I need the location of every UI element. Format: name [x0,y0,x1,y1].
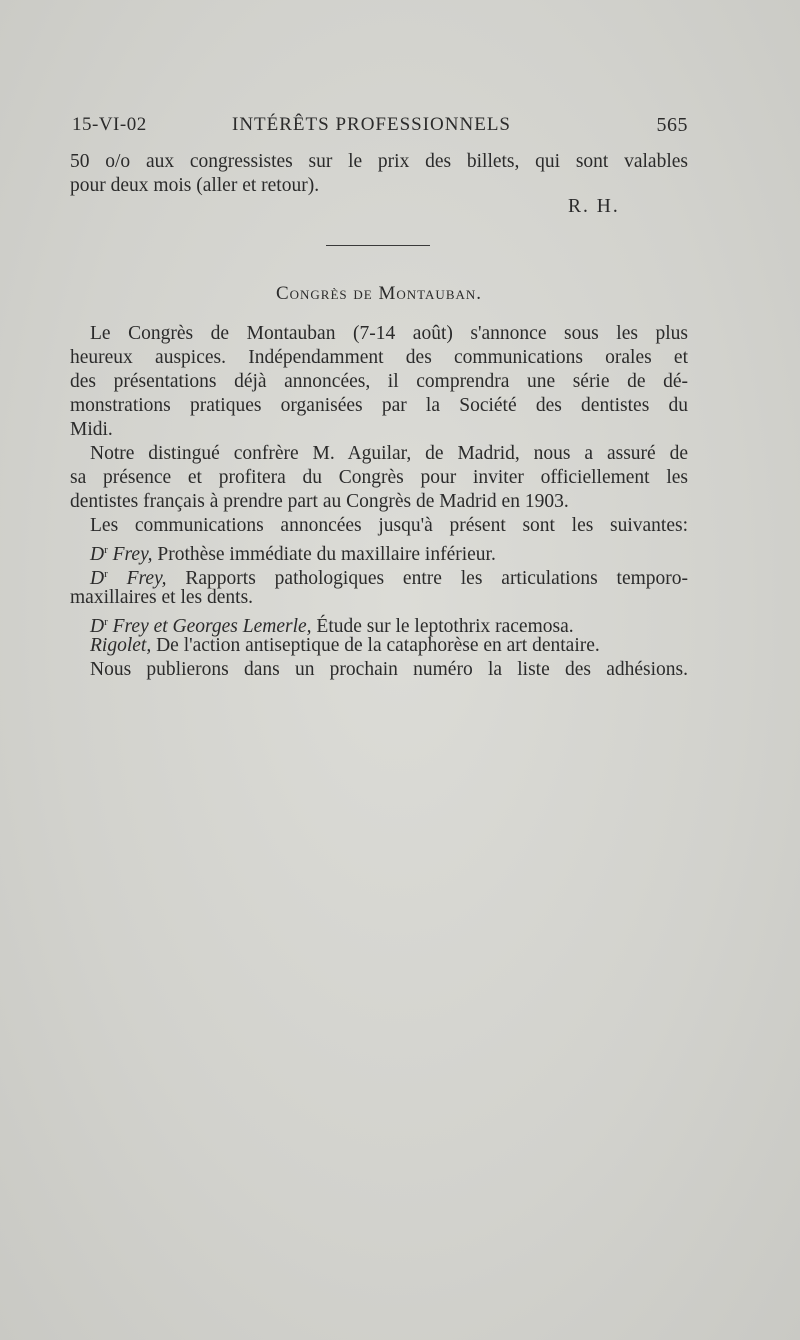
doctor-title-sup: r [104,616,108,628]
doctor-title-sup: r [104,544,108,556]
communication-title: Prothèse immédiate du maxillaire inférieur. [152,544,496,565]
communication-author: Frey, [112,544,153,565]
previous-article-line: pour deux mois (aller et retour). [70,175,320,196]
doctor-title-sup: r [104,568,108,580]
paragraph-line: sa présence et profitera du Congrès pour inviter officiellement les [70,467,688,488]
communication-author: Frey et Georges Lemerle, [112,616,312,637]
section-divider [326,245,430,246]
author-signature: R. H. [568,196,620,217]
paragraph-line: heureux auspices. Indépendamment des communications orales et [70,347,688,368]
doctor-title: D [90,544,105,565]
journal-section-title: INTÉRÊTS PROFESSIONNELS [232,114,511,135]
paragraph-line: Le Congrès de Montauban (7-14 août) s'annonce sous les plus [90,323,688,344]
communication-entry [70,634,688,658]
paragraph-line: Notre distingué confrère M. Aguilar, de Madrid, nous a assuré de [90,443,688,464]
paragraph-line: Les communications annoncées jusqu'à présent sont les suivantes: [90,515,688,536]
communication-title: Rapports pathologiques entre les articulations temporo- [166,568,689,589]
section-heading: Congrès de Montauban. [275,283,483,304]
closing-line: Nous publierons dans un prochain numéro la liste des adhésions. [90,659,688,680]
paragraph-line: Midi. [70,419,113,440]
book-page [70,0,688,1340]
communication-title: De l'action antiseptique de la cataphorèse en art dentaire. [151,635,600,656]
communication-title: Étude sur le leptothrix racemosa. [311,616,574,637]
paragraph-line: monstrations pratiques organisées par la Société des dentistes du [70,395,688,416]
issue-date: 15-VI-02 [72,114,147,135]
communication-entry-continued: maxillaires et les dents. [70,587,254,608]
communication-author: Frey, [126,568,167,589]
paragraph-line: des présentations déjà annoncées, il comprendra une série de dé- [70,371,688,392]
page-number: 565 [656,114,688,136]
previous-article-line: 50 o/o aux congressistes sur le prix des billets, qui sont valables [70,151,688,172]
running-head [70,114,688,142]
paragraph-line: dentistes français à prendre part au Congrès de Madrid en 1903. [70,491,569,512]
doctor-title: D [90,568,105,589]
doctor-title: D [90,616,105,637]
communication-author: Rigolet, [90,635,152,656]
